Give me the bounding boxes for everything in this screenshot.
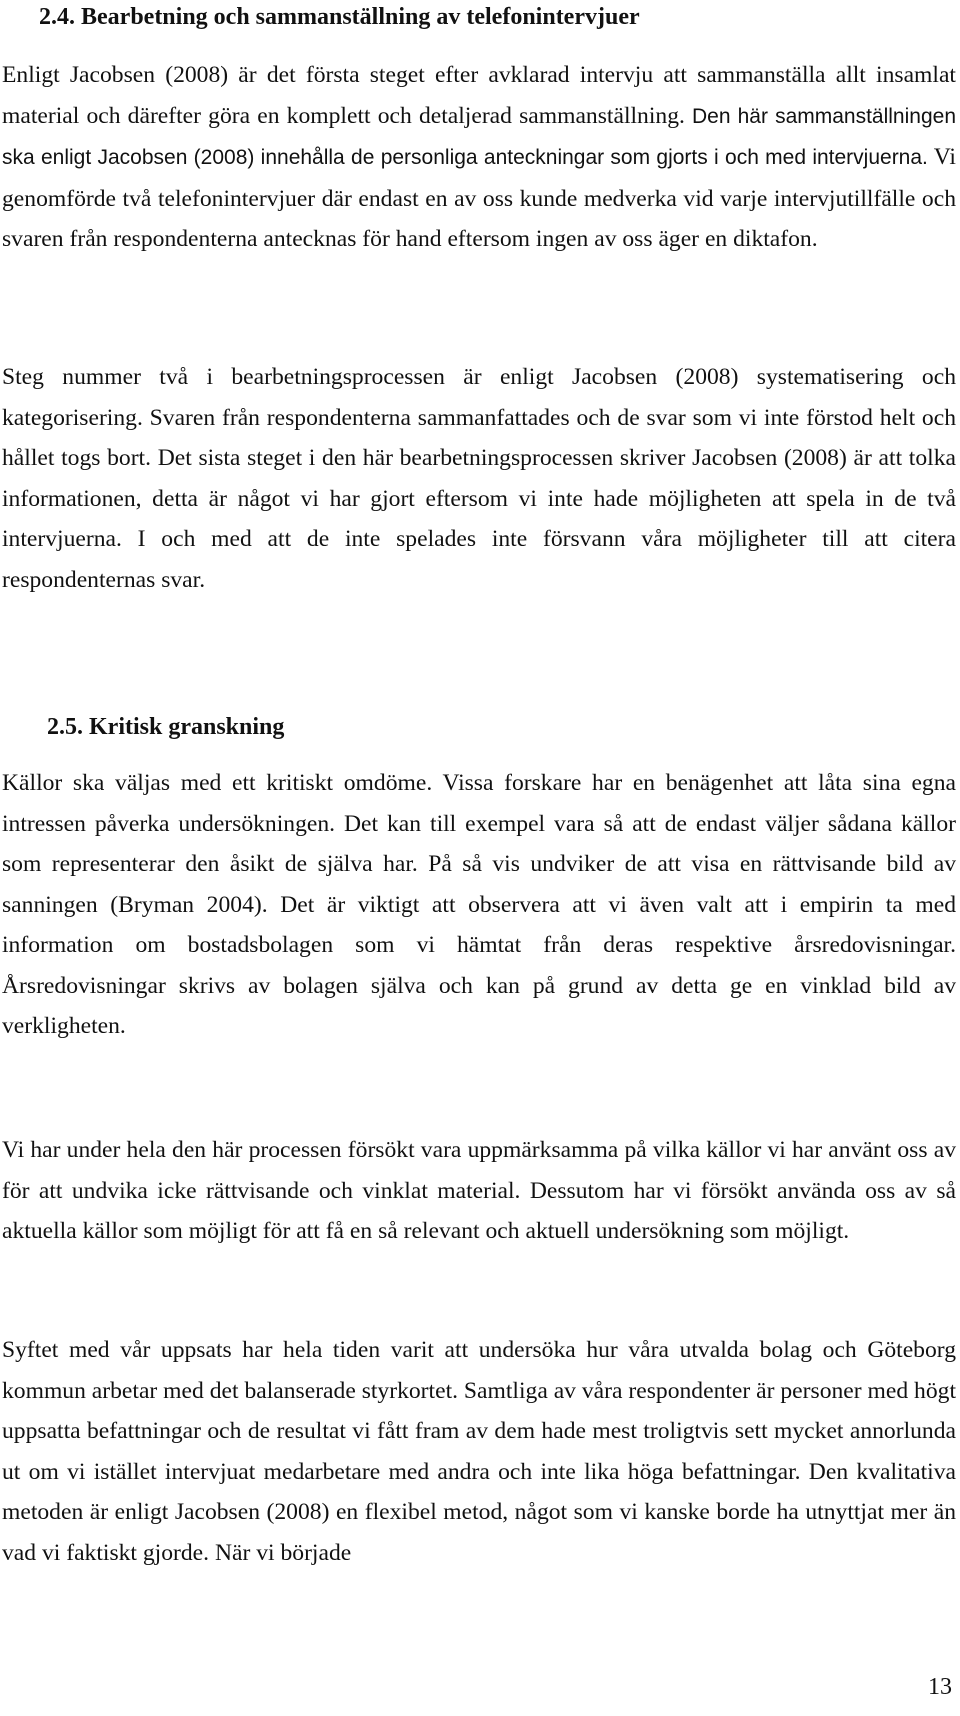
paragraph-bearbetningsprocessen: Steg nummer två i bearbetningsprocessen är enligt Jacobsen (2008) systematisering och kategorisering. Svaren från respondenterna sammanfattades och de svar som vi inte förstod helt och hållet togs bort. Det sista steget i den här bearbetningsprocessen skriver Jacobsen (2008) är att tolka informationen, detta är något vi har gjort eftersom vi inte hade möjligheten att spela in de två intervjuerna. I och med att de inte spelades inte försvann våra möjligheter till att citera respondenternas svar. xyxy=(2,364,956,593)
paragraph-text: Vi genomförde två telefonintervjuer där endast en av oss kunde medverka vid varje intervjutillfälle och svaren från respondenterna antecknas för hand eftersom ingen av oss äger en diktafon. xyxy=(2,144,956,252)
paragraph-uppmarksamma: Vi har under hela den här processen försökt vara uppmärksamma på vilka källor vi har använt oss av för att undvika icke rättvisande och vinklat material. Dessutom har vi försökt använda oss av så aktuella källor som möjligt för att få en så relevant och aktuell undersökning som möjligt. xyxy=(2,1137,956,1244)
paragraph-text-sans: Den här sammanställningen ska enligt Jacobsen (2008) innehålla de personliga anteckningar som gjorts i och med intervjuerna. xyxy=(2,104,956,169)
paragraph-syftet: Syftet med vår uppsats har hela tiden varit att undersöka hur våra utvalda bolag och Göteborg kommun arbetar med det balanserade styrkortet. Samtliga av våra respondenter är personer med högt uppsatta befattningar och de resultat vi fått fram av dem hade mest troligtvis sett mycket annorlunda ut om vi istället intervjuat medarbetare med andra och inte lika höga befattningar. Den kvalitativa metoden är enligt Jacobsen (2008) en flexibel metod, något som vi kanske borde ha utnyttjat mer än vad vi faktiskt gjorde. När vi började xyxy=(2,1337,956,1566)
paragraph-sammanstallning xyxy=(2,55,956,260)
section-heading-bearbetning: 2.4. Bearbetning och sammanställning av telefonintervjuer xyxy=(39,4,640,30)
paragraph-kallkritik: Källor ska väljas med ett kritiskt omdöme. Vissa forskare har en benägenhet att låta sina egna intressen påverka undersökningen. Det kan till exempel vara så att de endast väljer sådana källor som representerar den åsikt de själva har. På så vis undviker de att visa en rättvisande bild av sanningen (Bryman 2004). Det är viktigt att observera att vi även valt att i empirin ta med information om bostadsbolagen som vi hämtat från deras respektive årsredovisningar. Årsredovisningar skrivs av bolagen själva och kan på grund av detta ge en vinklad bild av verkligheten. xyxy=(2,770,956,1039)
section-heading-kritisk-granskning: 2.5. Kritisk granskning xyxy=(47,714,285,740)
page-number: 13 xyxy=(928,1674,952,1700)
paragraph-text: Enligt Jacobsen (2008) är det första steget efter avklarad intervju att sammanställa allt insamlat material och därefter göra en komplett och detaljerad sammanställning. xyxy=(2,62,956,129)
